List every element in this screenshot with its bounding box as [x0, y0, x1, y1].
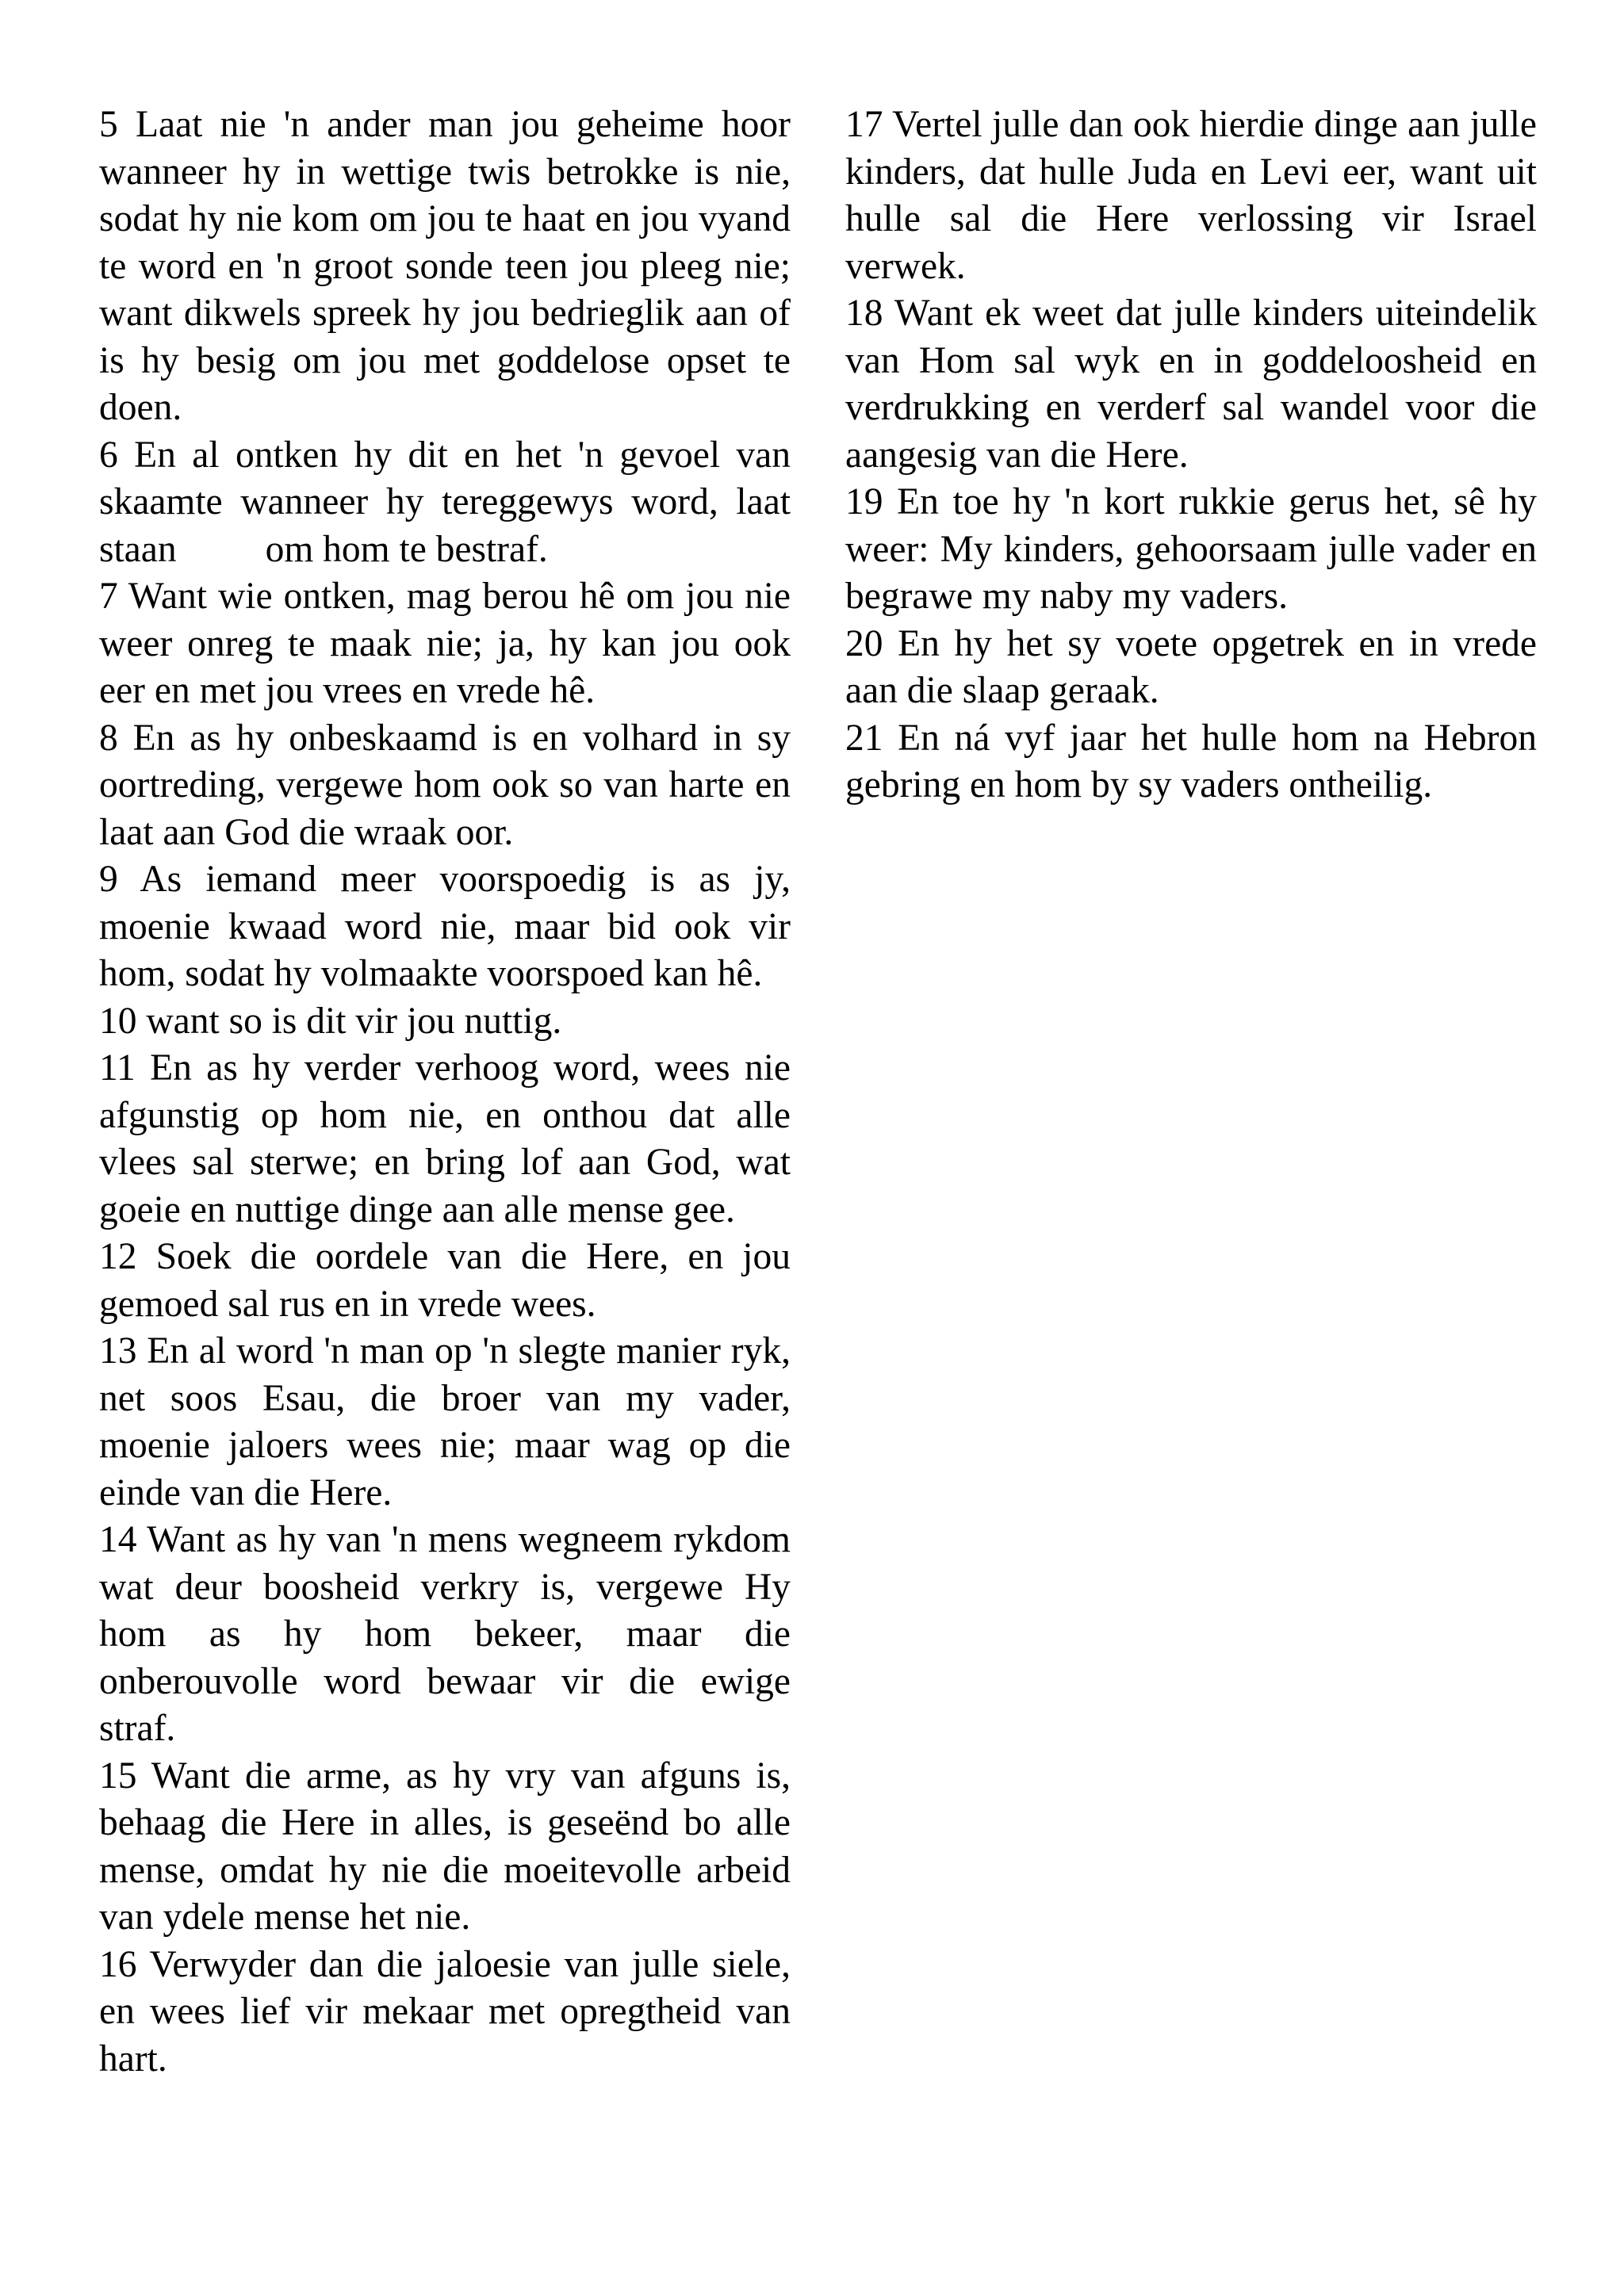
- verse-17: 17 Vertel julle dan ook hierdie dinge aan julle kinders, dat hulle Juda en Levi eer, want uit hulle sal die Here verlossing vir Israel verwek.: [845, 104, 1537, 287]
- verse-20: 20 En hy het sy voete opgetrek en in vrede aan die slaap geraak.: [845, 622, 1537, 711]
- verse-8: 8 En as hy onbeskaamd is en volhard in sy oortreding, vergewe hom ook so van harte en laat aan God die wraak oor.: [99, 717, 791, 853]
- verse-13: 13 En al word 'n man op 'n slegte manier ryk, net soos Esau, die broer van my vader, moenie jaloers wees nie; maar wag op die einde van die Here.: [99, 1330, 791, 1513]
- verse-12: 12 Soek die oordele van die Here, en jou gemoed sal rus en in vrede wees.: [99, 1236, 791, 1325]
- verse-10: 10 want so is dit vir jou nuttig.: [99, 1000, 562, 1042]
- verse-6-text-part2: om hom te bestraf.: [265, 528, 548, 570]
- verse-18: 18 Want ek weet dat julle kinders uiteindelik van Hom sal wyk en in goddeloosheid en verdrukking en verderf sal wandel voor die aangesig van die Here.: [845, 293, 1537, 476]
- left-text-column: [99, 101, 791, 2083]
- verse-6-text-part1: 6 En al ontken hy dit en het 'n gevoel van skaamte wanneer hy tereggewys word, laat staan: [99, 434, 791, 570]
- verse-19: 19 En toe hy 'n kort rukkie gerus het, sê hy weer: My kinders, gehoorsaam julle vader en begrawe my naby my vaders.: [845, 481, 1537, 617]
- verse-11: 11 En as hy verder verhoog word, wees nie afgunstig op hom nie, en onthou dat alle vlees sal sterwe; en bring lof aan God, wat goeie en nuttige dinge aan alle mense gee.: [99, 1047, 791, 1230]
- verse-21: 21 En ná vyf jaar het hulle hom na Hebron gebring en hom by sy vaders ontheilig.: [845, 717, 1537, 806]
- verse-15: 15 Want die arme, as hy vry van afguns is, behaag die Here in alles, is geseënd bo alle mense, omdat hy nie die moeitevolle arbeid van ydele mense het nie.: [99, 1755, 791, 1938]
- verse-9: 9 As iemand meer voorspoedig is as jy, moenie kwaad word nie, maar bid ook vir hom, sodat hy volmaakte voorspoed kan hê.: [99, 859, 791, 994]
- verse-5: 5 Laat nie 'n ander man jou geheime hoor wanneer hy in wettige twis betrokke is nie, sodat hy nie kom om jou te haat en jou vyand te word en 'n groot sonde teen jou pleeg nie; want dikwels spreek hy jou bedrieglik aan of is hy besig om jou met goddelose opset te doen.: [99, 104, 791, 428]
- verse-6: [99, 432, 791, 574]
- verse-14: 14 Want as hy van 'n mens wegneem rykdom wat deur boosheid verkry is, vergewe Hy hom as hy hom bekeer, maar die onberouvolle word bewaar vir die ewige straf.: [99, 1519, 791, 1749]
- verse-16: 16 Verwyder dan die jaloesie van julle siele, en wees lief vir mekaar met opregtheid van hart.: [99, 1943, 791, 2080]
- right-text-column: [845, 101, 1537, 809]
- verse-7: 7 Want wie ontken, mag berou hê om jou nie weer onreg te maak nie; ja, hy kan jou ook eer en met jou vrees en vrede hê.: [99, 576, 791, 711]
